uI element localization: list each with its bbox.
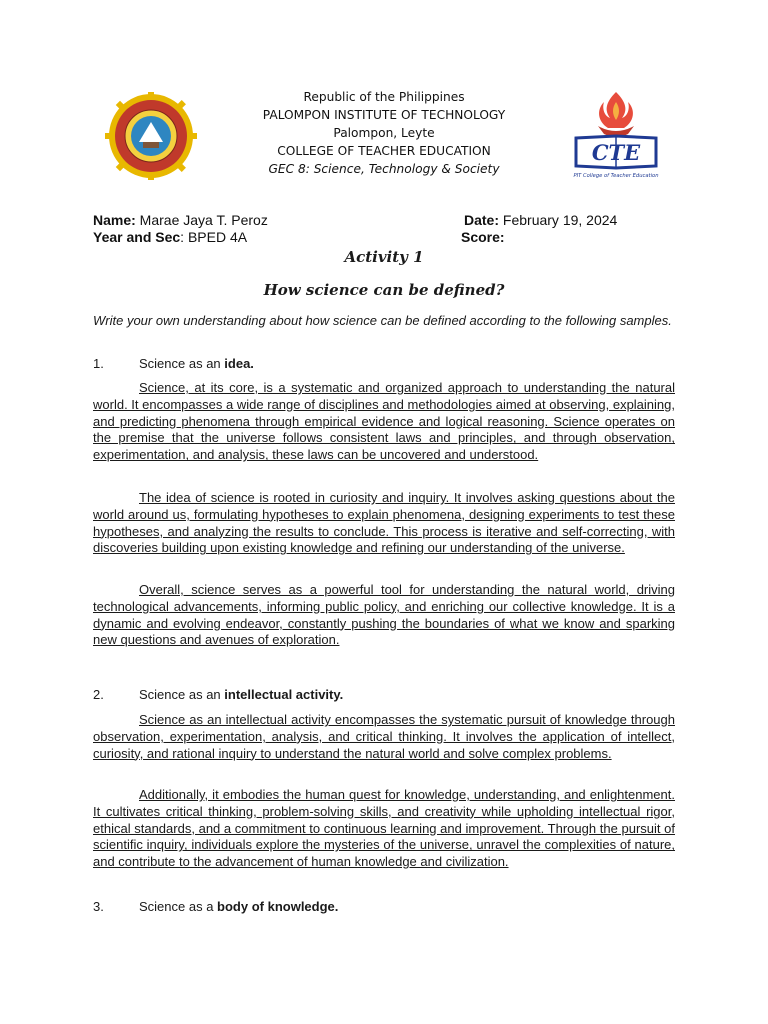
section-1-paragraph-2: The idea of science is rooted in curiosity and inquiry. It involves asking questions about the world around us, formulating hypotheses to explain phenomena, designing experiments to test these hypotheses, and analyzing the results to conclude. This process is iterative and self-correcting, with discoveries building upon existing knowledge and refining our understanding of the universe.	[93, 490, 675, 556]
school-header	[230, 88, 538, 178]
section-prefix: Science as an	[139, 356, 225, 371]
year-section-label: Year and Sec	[93, 229, 181, 245]
section-prefix: Science as a	[139, 899, 218, 914]
header-college: COLLEGE OF TEACHER EDUCATION	[277, 144, 491, 158]
date-label: Date:	[464, 212, 500, 228]
header-institute: PALOMPON INSTITUTE OF TECHNOLOGY	[262, 108, 506, 122]
header-republic: Republic of the Philippines	[303, 90, 465, 104]
section-number: 3.	[93, 899, 104, 914]
section-topic: body of knowledge.	[217, 899, 339, 914]
date-value: February 19, 2024	[499, 212, 618, 228]
cte-logo	[568, 88, 664, 180]
section-topic: idea.	[224, 356, 254, 371]
date-field	[464, 212, 617, 229]
score-field	[461, 229, 505, 246]
header-course: GEC 8: Science, Technology & Society	[268, 162, 500, 176]
section-3-heading	[93, 898, 338, 915]
instructions: Write your own understanding about how science can be defined according to the following samples.	[93, 313, 672, 328]
seal-gear-icon	[105, 92, 197, 180]
section-2-heading	[93, 686, 343, 703]
name-field	[93, 212, 268, 229]
section-1-heading	[93, 355, 254, 372]
activity-subtitle: How science can be defined?	[263, 281, 505, 299]
section-2-paragraph-1: Science as an intellectual activity encompasses the systematic pursuit of knowledge through observation, experimentation, analysis, and critical thinking. It involves the application of intellect, curiosity, and rational inquiry to understand the natural world and solve complex problems.	[93, 712, 675, 761]
section-prefix: Science as an	[139, 687, 225, 702]
score-label: Score:	[461, 229, 505, 245]
activity-title: Activity 1	[344, 248, 424, 266]
torch-flame-icon	[598, 92, 634, 137]
section-topic: intellectual activity.	[224, 687, 344, 702]
section-1-paragraph-1: Science, at its core, is a systematic and organized approach to understanding the natural world. It encompasses a wide range of disciplines and methodologies aimed at observing, explaining, and predicting phenomena through empirical evidence and logical reasoning. Science operates on the premise that the universe follows consistent laws and principles, and through observation, experimentation, and analysis, these laws can be uncovered and understood.	[93, 380, 675, 463]
header-location: Palompon, Leyte	[333, 126, 435, 140]
name-value: Marae Jaya T. Peroz	[135, 212, 268, 228]
cte-logo-text: CTE	[591, 140, 641, 165]
section-number: 2.	[93, 687, 104, 702]
year-section-value: : BPED 4A	[180, 229, 248, 245]
year-section-field	[93, 229, 247, 246]
section-number: 1.	[93, 356, 104, 371]
cte-logo-caption: PIT College of Teacher Education	[573, 173, 659, 179]
section-1-paragraph-3: Overall, science serves as a powerful tool for understanding the natural world, driving technological advancements, informing public policy, and enriching our collective knowledge. It is a dynamic and evolving endeavor, constantly pushing the boundaries of what we know and sparking new questions and avenues of exploration.	[93, 582, 675, 648]
palompon-institute-seal-logo	[103, 92, 199, 180]
name-label: Name:	[93, 212, 136, 228]
section-2-paragraph-2: Additionally, it embodies the human quest for knowledge, understanding, and enlightenment. It cultivates critical thinking, problem-solving skills, and creativity while upholding intellectual rigor, ethical standards, and a commitment to continuous learning and improvement. Through the pursuit of scientific inquiry, individuals explore the mysteries of the universe, unravel the complexities of nature, and contribute to the advancement of human knowledge and civilization.	[93, 787, 675, 870]
